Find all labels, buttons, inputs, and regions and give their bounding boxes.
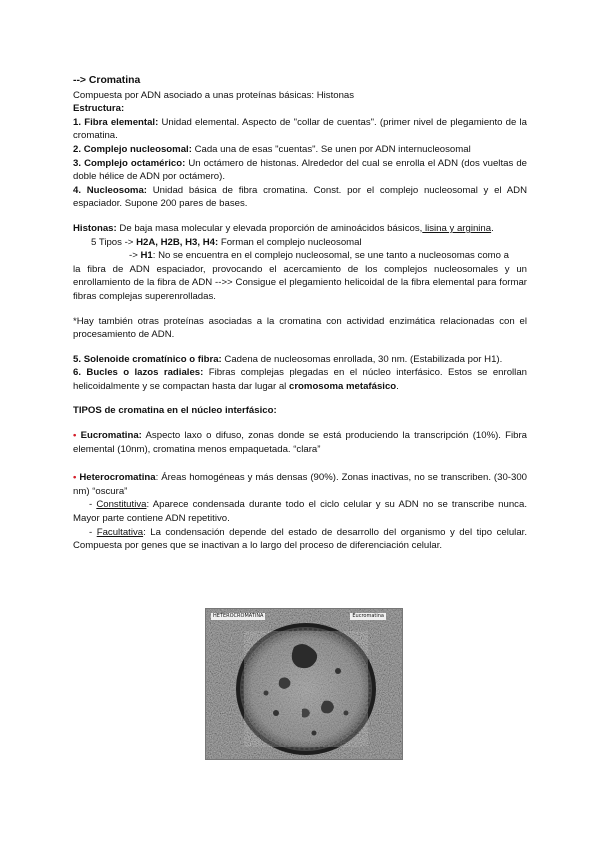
micrograph-figure — [205, 608, 403, 760]
histona-h1-rest: la fibra de ADN espaciador, provocando el acercamiento de los complejos nucleosomales y un enrollamiento de la fibra de ADN -->> Consigue el plegamiento helicoidal de la fibra elemental para formar fibras complejas superenrolladas. — [73, 263, 527, 302]
figure-label-eucromatina: Eucromatina — [352, 613, 384, 619]
level-item-5: 5. Solenoide cromatínico o fibra: Cadena de nucleosomas enrollada, 30 nm. (Estabilizada por H1). — [73, 353, 503, 365]
facultativa-item: - Facultativa: La condensación depende del estado de desarrollo del organismo y del tipo celular. Compuesta por genes que se inactivan a lo largo del proceso de diferenciación celular. — [73, 526, 527, 552]
level-item-6: 6. Bucles o lazos radiales: Fibras complejas plegadas en el núcleo interfásico. Estos se enrollan helicoidalmente y se compactan hasta dar lugar al cromosoma metafásico. — [73, 367, 527, 392]
structure-item-4: 4. Nucleosoma: Unidad básica de fibra cromatina. Const. por el complejo nucleosomal y el ADN espaciador. Supone 200 pares de bases. — [73, 184, 527, 210]
nucleus-micrograph-image — [206, 609, 402, 759]
structure-item-2: 2. Complejo nucleosomal: Cada una de esas "cuentas". Se unen por ADN internucleosomal — [73, 143, 471, 155]
histonas-tipos: 5 Tipos -> H2A, H2B, H3, H4: Forman el complejo nucleosomal — [91, 236, 362, 248]
heterocromatina-item: • Heterocromatina: Áreas homogéneas y más densas (90%). Zonas inactivas, no se transcriben. (30-300 nm) “oscura” — [73, 472, 528, 497]
bullet-icon: • — [73, 472, 77, 484]
heading-arrow: --> — [73, 75, 86, 86]
eucromatina-item: • Eucromatina: Aspecto laxo o difuso, zonas donde se está produciendo la transcripción (10%). Fibra elemental (10nm), cromatina menos empaquetada. “clara” — [73, 430, 528, 455]
histona-h1-first: -> H1: No se encuentra en el complejo nucleosomal, se une tanto a nucleosomas como a — [129, 250, 509, 262]
intro-line: Compuesta por ADN asociado a unas proteínas básicas: Histonas — [73, 89, 355, 101]
constitutiva-item: - Constitutiva: Aparece condensada durante todo el ciclo celular y su ADN no se transcribe nunca. Mayor parte contiene ADN repetitivo. — [73, 499, 527, 525]
tipos-heading: TIPOS de cromatina en el núcleo interfásico: — [73, 405, 277, 417]
estructura-label: Estructura: — [73, 103, 125, 115]
figure-label-heterocromatina: HETEROCROMATINA — [213, 613, 264, 619]
section-heading — [73, 74, 527, 88]
structure-item-3: 3. Complejo octamérico: Un octámero de histonas. Alrededor del cual se enrolla el ADN (dos vueltas de doble hélice de ADN por octámero). — [73, 157, 527, 183]
structure-item-1: 1. Fibra elemental: Unidad elemental. Aspecto de "collar de cuentas". (primer nivel de plegamiento de la cromatina. — [73, 116, 527, 142]
heading-title: Cromatina — [88, 75, 141, 86]
histonas-paragraph: Histonas: De baja masa molecular y elevada proporción de aminoácidos básicos, lisina y arginina. — [73, 222, 494, 234]
bullet-icon: • — [73, 430, 77, 442]
note-paragraph: *Hay también otras proteínas asociadas a la cromatina con actividad enzimática relacionadas con el procesamiento de ADN. — [73, 315, 527, 341]
document-body — [73, 74, 527, 553]
